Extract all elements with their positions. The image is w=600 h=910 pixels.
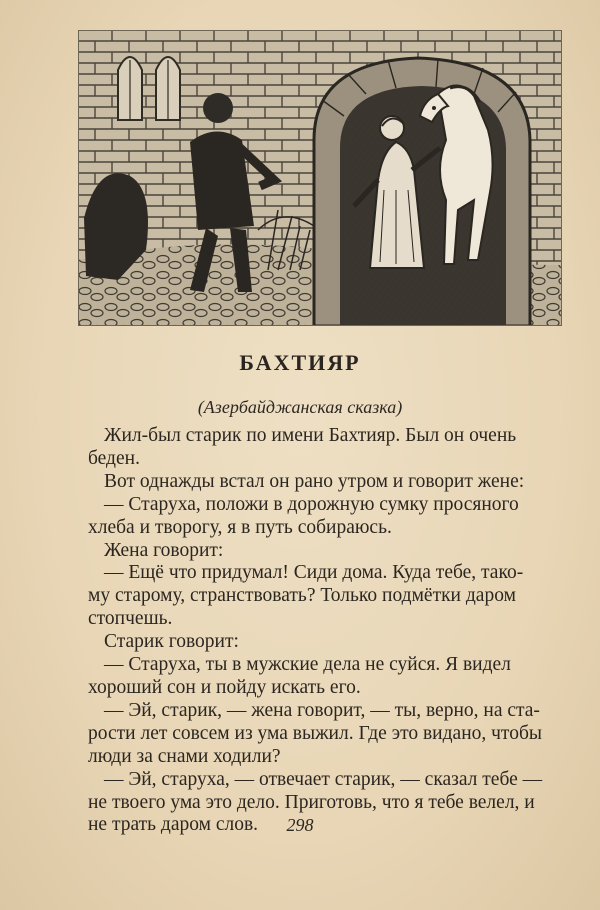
text-line: Жена говорит: xyxy=(104,539,224,561)
story-subtitle: (Азербайджанская сказка) xyxy=(197,397,403,417)
story-title: БАХТИЯР xyxy=(239,350,361,375)
text-line: му старому, странствовать? Только подмётки даром xyxy=(88,585,516,607)
text-line: — Ещё что придумал! Сиди дома. Куда тебе, тако- xyxy=(104,562,524,584)
text-line: — Старуха, положи в дорожную сумку просяного xyxy=(104,493,519,515)
story-text xyxy=(88,425,572,837)
text-line: — Старуха, ты в мужские дела не суйся. Я видел xyxy=(104,654,511,676)
text-line: Жил-был старик по имени Бахтияр. Был он очень xyxy=(104,425,517,446)
text-line: не трать даром слов. xyxy=(88,814,259,836)
text-line: — Эй, старуха, — отвечает старик, — сказал тебе — xyxy=(104,768,543,790)
text-line: рости лет совсем из ума выжил. Где это видано, чтобы xyxy=(88,722,542,744)
text-line: Вот однажды встал он рано утром и говорит жене: xyxy=(104,470,525,492)
text-line: хлеба и творогу, я в путь собираюсь. xyxy=(88,516,392,538)
text-line: стопчешь. xyxy=(88,608,173,630)
page-number: 298 xyxy=(286,815,314,835)
story-illustration xyxy=(78,30,562,326)
text-line: беден. xyxy=(88,447,140,469)
text-line: не твоего ума это дело. Приготовь, что я тебе велел, и xyxy=(88,791,535,813)
text-line: Старик говорит: xyxy=(104,631,239,653)
text-line: люди за снами ходили? xyxy=(88,745,281,767)
text-line: хороший сон и пойду искать его. xyxy=(88,676,361,698)
text-line: — Эй, старик, — жена говорит, — ты, верно, на ста- xyxy=(104,699,540,721)
